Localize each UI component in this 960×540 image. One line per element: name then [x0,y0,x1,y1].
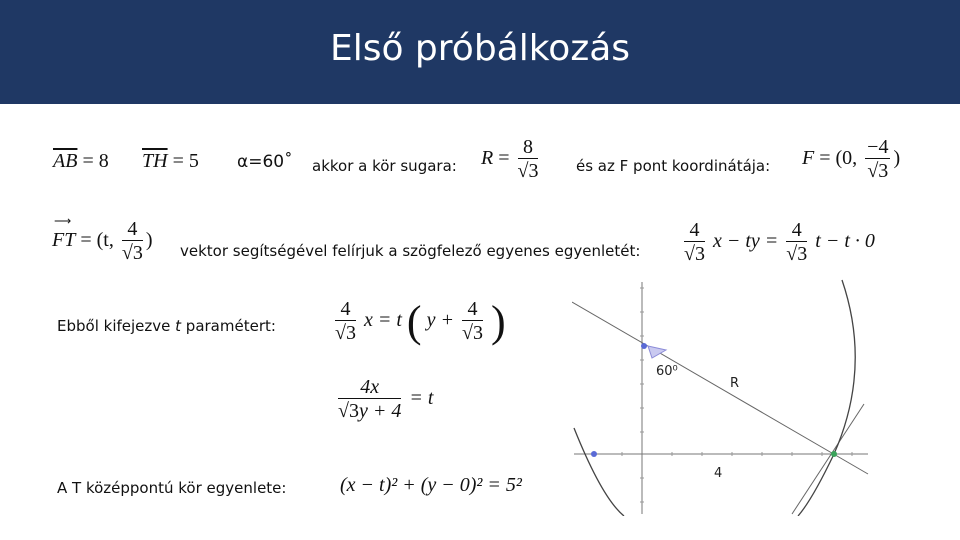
bisector-lhs-denominator: 3 [694,243,705,265]
tangent-line [792,404,864,514]
expression-2 [335,376,433,423]
ft-numerator: 4 [122,218,143,241]
e1-numerator: 4 [335,298,356,321]
f-close: ) [893,147,901,170]
coord-text: és az F pont koordinátája: [576,157,771,175]
param-text-post: paramétert: [181,317,276,335]
f-symbol: F [802,147,815,170]
bisector-rhs-denominator: 3 [797,243,808,265]
ft-close: ) [145,229,153,252]
bisector-lhs-numerator: 4 [684,219,705,242]
param-text [57,317,276,335]
x-label: 4 [714,466,723,481]
ft-fraction: $\frac{4}{√3}$ [121,218,143,264]
bisector-rhs-numerator: 4 [786,219,807,242]
th-value: = 5 [172,150,199,172]
e2-fraction: $\frac{4x}{√3y + 4}$ [338,376,402,422]
geometry-figure [572,278,872,516]
f-numerator: −4 [867,136,889,158]
circle-equation: (x − t)² + (y − 0)² = 5² [340,474,522,496]
e1-paren-right: ) [490,297,506,346]
bisector-equation [681,219,875,266]
e1-middle: x = t [363,309,402,332]
bisector-middle: x − ty = [712,230,779,253]
circle-text: A T középpontú kör egyenlete: [57,479,287,497]
vector-arrow-icon: ⟶ [54,214,72,228]
e1-y: y + [426,309,454,332]
f-equation [802,136,900,183]
ab-equation [53,150,109,173]
e2-denominator-rest: y + 4 [358,400,402,422]
circle-arc-left [574,428,624,516]
point-left [591,451,597,457]
f-denominator: 3 [878,160,889,182]
point-t [831,451,837,457]
ft-vector: FT [52,229,76,252]
alpha-label: α=60˚ [237,152,293,172]
r-symbol: R [481,147,494,170]
ft-open: = (t, [80,229,114,252]
bisector-tail: t − t · 0 [815,230,875,253]
bisector-rhs-fraction: $\frac{4}{√3}$ [786,219,808,265]
expression-1 [332,296,506,347]
e1-fraction: $\frac{4}{√3}$ [335,298,356,344]
bisector-line [572,302,868,474]
ft-denominator: 3 [132,242,143,264]
title-bar [0,0,960,104]
r-equals: = [498,147,510,170]
e1-fraction-2: $\frac{4}{√3}$ [461,298,483,344]
f-fraction: $\frac{-4}{√3}$ [867,136,889,182]
angle-marker [648,346,666,358]
circle-arc-right [798,280,855,516]
e1-denominator-2: 3 [472,322,483,344]
param-text-t: t [175,317,182,335]
bisector-lhs-fraction: $\frac{4}{√3}$ [684,219,705,265]
slide-title: Első próbálkozás [329,28,631,69]
th-segment: $\overline{TH}$ [142,150,168,172]
e2-numerator: 4x [338,376,401,399]
ft-equation [52,214,153,265]
r-label: R [730,376,740,391]
th-equation [142,150,199,173]
r-fraction: $\frac{8}{√3}$ [517,136,539,182]
r-numerator: 8 [518,136,539,159]
e1-numerator-2: 4 [462,298,483,321]
e2-rhs: = t [409,387,434,410]
e1-paren-left: ( [406,297,422,346]
radius-text: akkor a kör sugara: [312,157,457,175]
f-open: = (0, [819,147,858,170]
ab-value: = 8 [82,150,109,172]
r-denominator: 3 [528,160,539,182]
param-text-pre: Ebből kifejezve [57,317,176,335]
e2-denominator-root: 3 [348,400,359,422]
vector-text: vektor segítségével felírjuk a szögfelező egyenes egyenletét: [180,242,641,260]
angle-label: 60⁰ [656,364,678,379]
point-f [641,343,647,349]
r-equation [481,136,541,183]
ab-segment: $\overline{AB}$ [53,150,78,172]
e1-denominator: 3 [345,322,356,344]
